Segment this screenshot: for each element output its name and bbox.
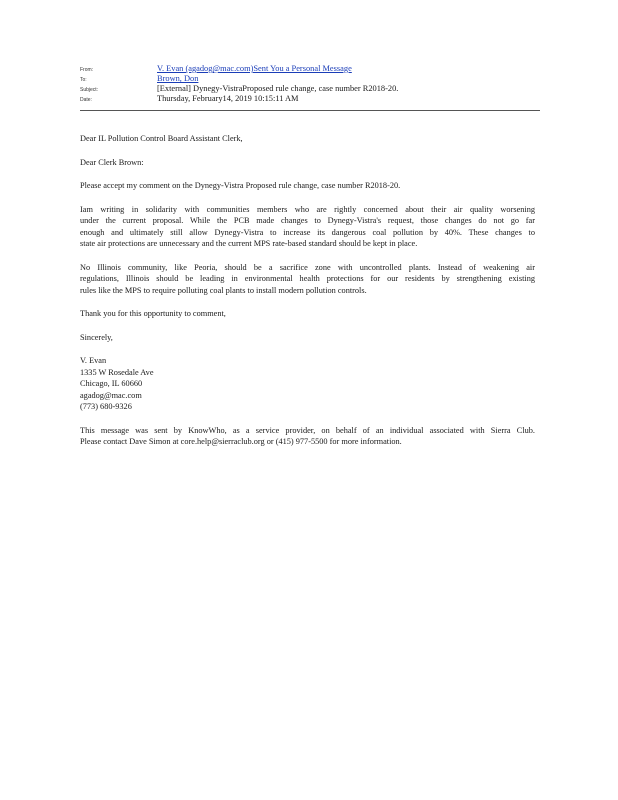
signature-phone: (773) 680-9326 xyxy=(80,402,132,411)
date-label: Date: xyxy=(80,97,92,103)
header-divider xyxy=(80,110,540,111)
paragraph-2 xyxy=(80,204,535,250)
closing-line: Sincerely, xyxy=(80,332,113,342)
subject-value: [External] Dynegy-VistraProposed rule change, case number R2018-20. xyxy=(157,84,399,93)
paragraph-3-line: regulations, Illinois should be leading in environmental health protections for our residents by strengthening existing xyxy=(80,274,535,283)
paragraph-2-line: enough and ultimately still allow Dynegy-Vistra to increase its dangerous coal pollution by 40%. These changes to xyxy=(80,227,535,237)
footer-note xyxy=(80,425,535,448)
paragraph-2-line: Iam writing in solidarity with communities members who are rightly concerned about their air quality worsening xyxy=(80,204,535,214)
paragraph-2-line: state air protections are unnecessary and the current MPS rate-based standard should be kept in place. xyxy=(80,239,418,248)
signature-city: Chicago, IL 60660 xyxy=(80,379,143,388)
subject-label: Subject: xyxy=(80,87,99,93)
email-header xyxy=(80,64,540,114)
date-row xyxy=(80,94,540,104)
from-label: From: xyxy=(80,67,94,73)
signature-block xyxy=(80,355,535,413)
to-label: To: xyxy=(80,77,87,83)
subject-row xyxy=(80,84,540,94)
footer-line: Please contact Dave Simon at core.help@sierraclub.org or (415) 977-5500 for more information. xyxy=(80,437,402,446)
from-value-link[interactable]: V. Evan (agadog@mac.com)Sent You a Personal Message xyxy=(157,64,352,73)
date-value: Thursday, February14, 2019 10:15:11 AM xyxy=(157,94,299,103)
to-row xyxy=(80,74,540,84)
paragraph-2-line: under the current proposal. While the PCB made changes to Dynegy-Vistra's request, those changes do not go far xyxy=(80,216,535,225)
signature-email: agadog@mac.com xyxy=(80,390,142,400)
to-value-link[interactable]: Brown, Don xyxy=(157,74,199,83)
paragraph-1: Please accept my comment on the Dynegy-Vistra Proposed rule change, case number R2018-20. xyxy=(80,181,401,190)
greeting-line-2: Dear Clerk Brown: xyxy=(80,157,144,167)
footer-line: This message was sent by KnowWho, as a service provider, on behalf of an individual associated with Sierra Club. xyxy=(80,425,535,435)
greeting-line-1: Dear IL Pollution Control Board Assistant Clerk, xyxy=(80,134,243,143)
message-body xyxy=(80,133,535,460)
paragraph-3-line: No Illinois community, like Peoria, should be a sacrifice zone with uncontrolled plants. Instead of weakening air xyxy=(80,262,535,272)
paragraph-3-line: rules like the MPS to require polluting coal plants to install modern pollution controls. xyxy=(80,285,367,295)
signature-name: V. Evan xyxy=(80,356,107,365)
thanks-line: Thank you for this opportunity to comment, xyxy=(80,309,226,318)
paragraph-3 xyxy=(80,262,535,297)
signature-street: 1335 W Rosedale Ave xyxy=(80,367,154,377)
from-row xyxy=(80,64,540,74)
